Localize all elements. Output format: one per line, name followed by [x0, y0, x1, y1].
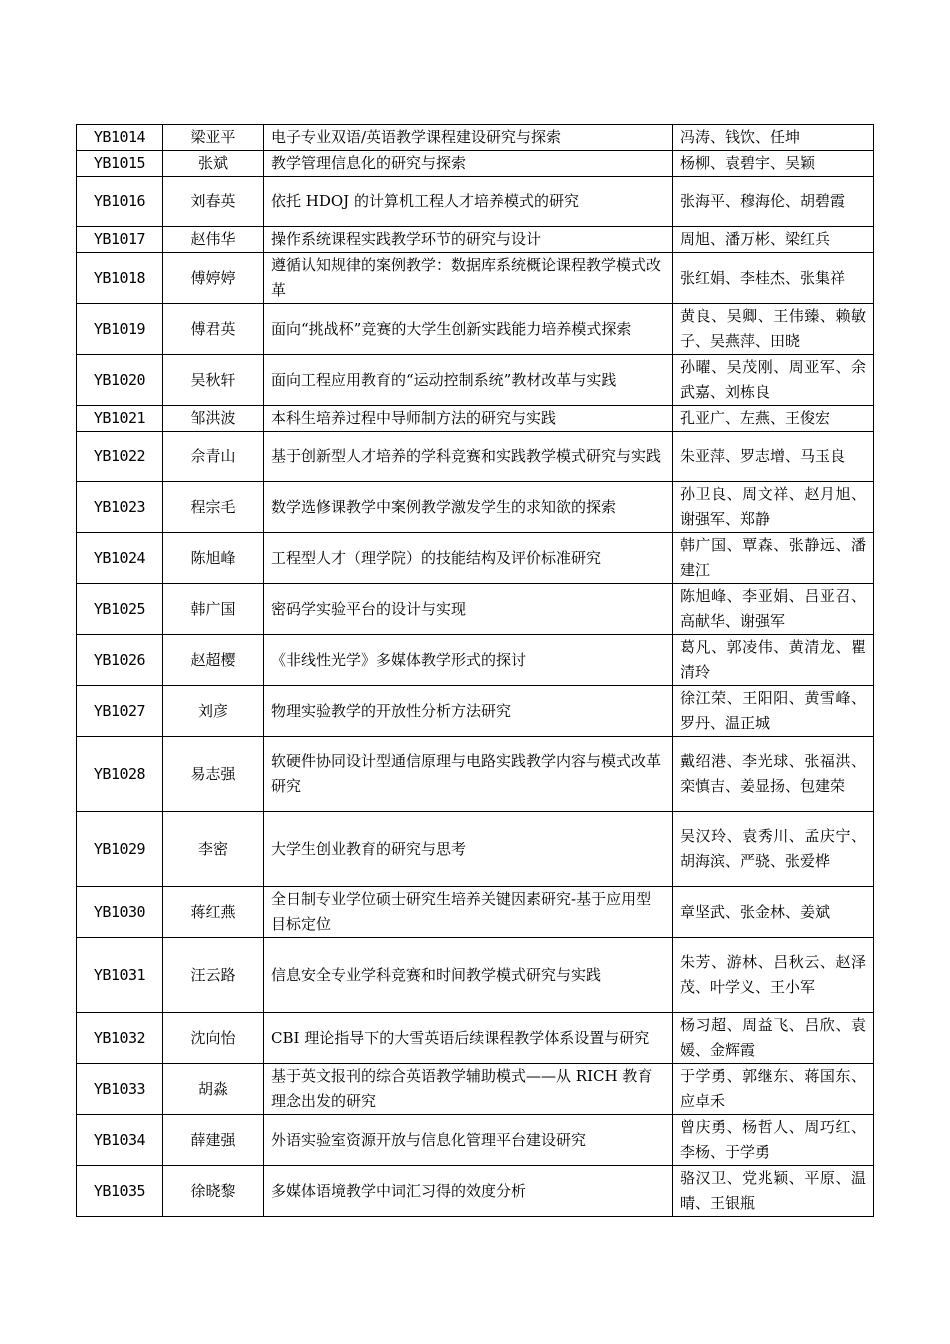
project-title: 依托 HDOJ 的计算机工程人才培养模式的研究: [264, 177, 673, 227]
project-table-body: [77, 125, 874, 1217]
project-title: 遵循认知规律的案例教学：数据库系统概论课程教学模式改革: [264, 253, 673, 304]
project-members: 杨习超、周益飞、吕欣、袁媛、金辉霞: [673, 1013, 874, 1064]
project-table: [76, 124, 874, 1217]
project-title: 外语实验室资源开放与信息化管理平台建设研究: [264, 1115, 673, 1166]
table-row: [77, 355, 874, 406]
project-leader: 汪云路: [163, 938, 264, 1013]
project-id: YB1026: [77, 635, 163, 686]
project-leader: 薛建强: [163, 1115, 264, 1166]
project-members: 黄良、吴卿、王伟臻、赖敏子、吴燕萍、田晓: [673, 304, 874, 355]
table-row: [77, 125, 874, 151]
project-leader: 刘彦: [163, 686, 264, 737]
project-leader: 刘春英: [163, 177, 264, 227]
table-row: [77, 1064, 874, 1115]
project-id: YB1020: [77, 355, 163, 406]
project-leader: 李密: [163, 812, 264, 887]
project-leader: 邹洪波: [163, 406, 264, 432]
table-row: [77, 737, 874, 812]
project-id: YB1024: [77, 533, 163, 584]
project-id: YB1019: [77, 304, 163, 355]
project-leader: 赵超樱: [163, 635, 264, 686]
project-leader: 梁亚平: [163, 125, 264, 151]
project-members: 张海平、穆海伦、胡碧霞: [673, 177, 874, 227]
project-leader: 赵伟华: [163, 227, 264, 253]
project-id: YB1023: [77, 482, 163, 533]
project-id: YB1016: [77, 177, 163, 227]
project-id: YB1032: [77, 1013, 163, 1064]
project-leader: 程宗毛: [163, 482, 264, 533]
table-row: [77, 406, 874, 432]
project-title: 工程型人才（理学院）的技能结构及评价标准研究: [264, 533, 673, 584]
table-row: [77, 686, 874, 737]
project-id: YB1015: [77, 151, 163, 177]
project-members: 朱亚萍、罗志增、马玉良: [673, 432, 874, 482]
project-leader: 傅婷婷: [163, 253, 264, 304]
project-id: YB1027: [77, 686, 163, 737]
table-row: [77, 1115, 874, 1166]
project-members: 章坚武、张金林、姜斌: [673, 887, 874, 938]
project-title: 多媒体语境教学中词汇习得的效度分析: [264, 1166, 673, 1217]
project-title: 物理实验教学的开放性分析方法研究: [264, 686, 673, 737]
project-members: 孙曜、吴茂刚、周亚军、余武嘉、刘栋良: [673, 355, 874, 406]
project-leader: 胡淼: [163, 1064, 264, 1115]
project-title: 《非线性光学》多媒体教学形式的探讨: [264, 635, 673, 686]
project-members: 于学勇、郭继东、蒋国东、应卓禾: [673, 1064, 874, 1115]
table-row: [77, 1166, 874, 1217]
project-id: YB1030: [77, 887, 163, 938]
project-leader: 傅君英: [163, 304, 264, 355]
project-members: 杨柳、袁碧宇、吴颖: [673, 151, 874, 177]
project-leader: 佘青山: [163, 432, 264, 482]
table-row: [77, 533, 874, 584]
project-title: 大学生创业教育的研究与思考: [264, 812, 673, 887]
table-row: [77, 304, 874, 355]
table-row: [77, 938, 874, 1013]
project-title: 教学管理信息化的研究与探索: [264, 151, 673, 177]
table-row: [77, 177, 874, 227]
project-members: 孔亚广、左燕、王俊宏: [673, 406, 874, 432]
table-row: [77, 227, 874, 253]
project-title: 操作系统课程实践教学环节的研究与设计: [264, 227, 673, 253]
project-title: 电子专业双语/英语教学课程建设研究与探索: [264, 125, 673, 151]
project-members: 戴绍港、李光球、张福洪、栾慎吉、姜显扬、包建荣: [673, 737, 874, 812]
table-row: [77, 482, 874, 533]
project-id: YB1035: [77, 1166, 163, 1217]
project-members: 曾庆勇、杨哲人、周巧红、李杨、于学勇: [673, 1115, 874, 1166]
project-leader: 吴秋轩: [163, 355, 264, 406]
project-title: 数学选修课教学中案例教学激发学生的求知欲的探索: [264, 482, 673, 533]
project-members: 骆汉卫、党兆颖、平原、温晴、王银瓶: [673, 1166, 874, 1217]
project-members: 周旭、潘万彬、梁红兵: [673, 227, 874, 253]
project-title: 全日制专业学位硕士研究生培养关键因素研究-基于应用型目标定位: [264, 887, 673, 938]
table-row: [77, 432, 874, 482]
project-title: 面向“挑战杯”竞赛的大学生创新实践能力培养模式探索: [264, 304, 673, 355]
project-members: 徐江荣、王阳阳、黄雪峰、罗丹、温正城: [673, 686, 874, 737]
project-title: 本科生培养过程中导师制方法的研究与实践: [264, 406, 673, 432]
project-leader: 蒋红燕: [163, 887, 264, 938]
project-id: YB1028: [77, 737, 163, 812]
project-leader: 沈向怡: [163, 1013, 264, 1064]
table-row: [77, 812, 874, 887]
project-title: CBI 理论指导下的大雪英语后续课程教学体系设置与研究: [264, 1013, 673, 1064]
project-members: 吴汉玲、袁秀川、孟庆宁、胡海滨、严骁、张爱桦: [673, 812, 874, 887]
project-title: 基于英文报刊的综合英语教学辅助模式——从 RICH 教育理念出发的研究: [264, 1064, 673, 1115]
project-members: 孙卫良、周文祥、赵月旭、谢强军、郑静: [673, 482, 874, 533]
table-row: [77, 635, 874, 686]
project-id: YB1022: [77, 432, 163, 482]
project-leader: 张斌: [163, 151, 264, 177]
project-leader: 徐晓黎: [163, 1166, 264, 1217]
project-members: 张红娟、李桂杰、张集祥: [673, 253, 874, 304]
project-members: 冯涛、钱饮、任坤: [673, 125, 874, 151]
project-id: YB1029: [77, 812, 163, 887]
table-row: [77, 584, 874, 635]
project-id: YB1014: [77, 125, 163, 151]
project-title: 面向工程应用教育的“运动控制系统”教材改革与实践: [264, 355, 673, 406]
project-members: 朱芳、游林、吕秋云、赵泽茂、叶学义、王小军: [673, 938, 874, 1013]
table-row: [77, 253, 874, 304]
project-leader: 韩广国: [163, 584, 264, 635]
project-id: YB1018: [77, 253, 163, 304]
project-id: YB1025: [77, 584, 163, 635]
project-id: YB1017: [77, 227, 163, 253]
project-id: YB1031: [77, 938, 163, 1013]
project-leader: 陈旭峰: [163, 533, 264, 584]
table-row: [77, 1013, 874, 1064]
project-id: YB1033: [77, 1064, 163, 1115]
project-id: YB1034: [77, 1115, 163, 1166]
project-members: 韩广国、覃森、张静远、潘建江: [673, 533, 874, 584]
project-members: 葛凡、郭凌伟、黄清龙、瞿清玲: [673, 635, 874, 686]
table-row: [77, 151, 874, 177]
project-id: YB1021: [77, 406, 163, 432]
project-title: 密码学实验平台的设计与实现: [264, 584, 673, 635]
project-members: 陈旭峰、李亚娟、吕亚召、高献华、谢强军: [673, 584, 874, 635]
project-title: 软硬件协同设计型通信原理与电路实践教学内容与模式改革研究: [264, 737, 673, 812]
project-title: 信息安全专业学科竞赛和时间教学模式研究与实践: [264, 938, 673, 1013]
project-title: 基于创新型人才培养的学科竞赛和实践教学模式研究与实践: [264, 432, 673, 482]
project-leader: 易志强: [163, 737, 264, 812]
table-row: [77, 887, 874, 938]
